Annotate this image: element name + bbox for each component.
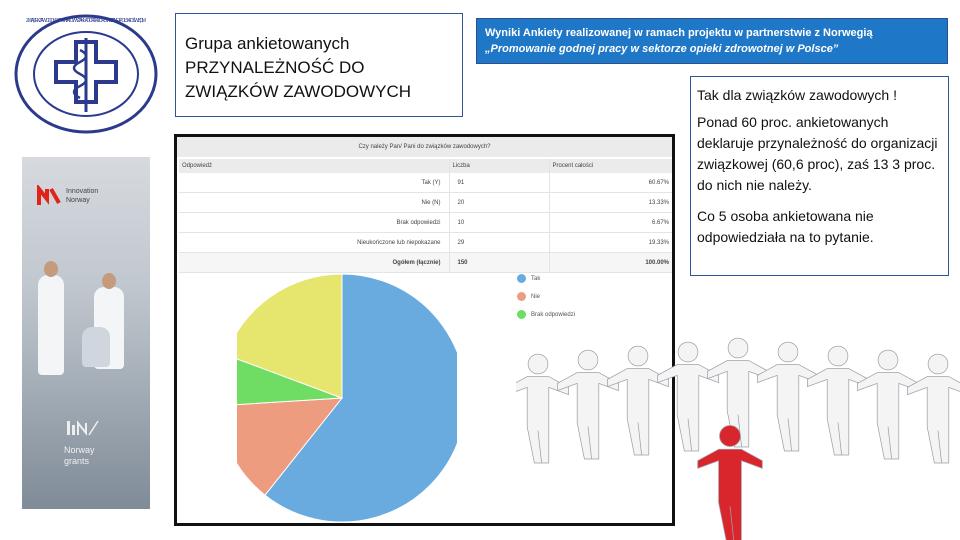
grants-label: grants: [64, 456, 90, 466]
doctor-figure: [38, 275, 64, 375]
summary-panel: [690, 76, 949, 276]
legend-swatch: [517, 274, 526, 283]
paper-person: [907, 354, 960, 463]
count-cell: 91: [449, 173, 549, 193]
header-line-1: Wyniki Ankiety realizowanej w ramach projektu w partnerstwie z Norwegią: [485, 27, 873, 39]
legend-item: [517, 274, 575, 283]
legend-label: Nie: [531, 293, 541, 300]
innovation-norway-icon: [36, 185, 62, 207]
table-row: [179, 213, 673, 233]
people-chain-illustration: [516, 318, 960, 540]
percent-cell: 6.67%: [549, 213, 673, 233]
answer-cell: Nieukończone lub niepokazane: [179, 233, 449, 253]
pie-chart: [237, 274, 457, 524]
answer-cell: Nie (N): [179, 193, 449, 213]
paper-person: [657, 342, 718, 451]
header-line-2: „Promowanie godnej pracy w sektorze opieki zdrowotnej w Polsce”: [485, 43, 839, 55]
summary-heading: Tak dla związków zawodowych !: [697, 87, 897, 103]
percent-cell: 13.33%: [549, 193, 673, 213]
count-cell: 20: [449, 193, 549, 213]
total-count-cell: 150: [449, 253, 549, 273]
table-row: [179, 233, 673, 253]
total-answer-cell: Ogółem (łącznie): [179, 253, 449, 273]
legend-swatch: [517, 292, 526, 301]
column-header-answer: Odpowiedź: [179, 159, 449, 173]
count-cell: 29: [449, 233, 549, 253]
answer-cell: Brak odpowiedzi: [179, 213, 449, 233]
total-percent-cell: 100.00%: [549, 253, 673, 273]
percent-cell: 60.67%: [549, 173, 673, 193]
paper-person: [857, 350, 918, 459]
table-row: [179, 173, 673, 193]
summary-paragraph-1: Ponad 60 proc. ankietowanych deklaruje przynależność do organizacji związkowej (60,6 proc), zaś 13 3 proc. do nich nie należy.: [697, 114, 938, 193]
paper-person: [557, 350, 618, 459]
column-header-count: Liczba: [449, 159, 549, 173]
grants-norway-label: Norway: [64, 445, 95, 455]
table-total-row: [179, 253, 673, 273]
column-header-percent: Procent całości: [549, 159, 673, 173]
paper-person: [516, 354, 569, 463]
innovation-label: Innovation: [66, 188, 99, 195]
norway-label: Norway: [66, 197, 90, 204]
legend-label: Brak odpowiedzi: [531, 311, 576, 318]
nurse-head: [102, 273, 116, 289]
norway-grants-icon: [66, 417, 100, 437]
title-line-1: Grupa ankietowanych: [185, 34, 350, 53]
legend-item: [517, 292, 575, 301]
union-logo: [12, 12, 160, 136]
question-title: Czy należy Pan/ Pani do związków zawodowych?: [177, 137, 672, 157]
legend-label: Tak: [531, 275, 541, 282]
answer-cell: Tak (Y): [179, 173, 449, 193]
paper-person: [807, 346, 868, 455]
percent-cell: 19.33%: [549, 233, 673, 253]
logo-ring-text: ZWIĄZEK ZAWODOWY • POWIATOWY ZAKŁAD OPIEKI ZDROWOTNEJ • POLSKI • OŚWIĘCIM: [25, 18, 147, 24]
summary-paragraph-2: Co 5 osoba ankietowana nie odpowiedziała na to pytanie.: [697, 208, 874, 245]
title-line-3: ZWIĄZKÓW ZAWODOWYCH: [185, 82, 412, 101]
group-title-box: [175, 13, 463, 117]
doctor-head: [44, 261, 58, 277]
results-table: [179, 159, 673, 273]
table-row: [179, 193, 673, 213]
survey-header: [476, 18, 948, 64]
paper-person: [607, 346, 668, 455]
title-line-2: PRZYNALEŻNOŚĆ DO: [185, 58, 365, 77]
table-header-row: [179, 159, 673, 173]
norway-grants-banner: [22, 157, 150, 509]
paper-person: [757, 342, 818, 451]
red-person: [698, 426, 763, 540]
wheelchair-figure: [82, 327, 110, 367]
count-cell: 10: [449, 213, 549, 233]
